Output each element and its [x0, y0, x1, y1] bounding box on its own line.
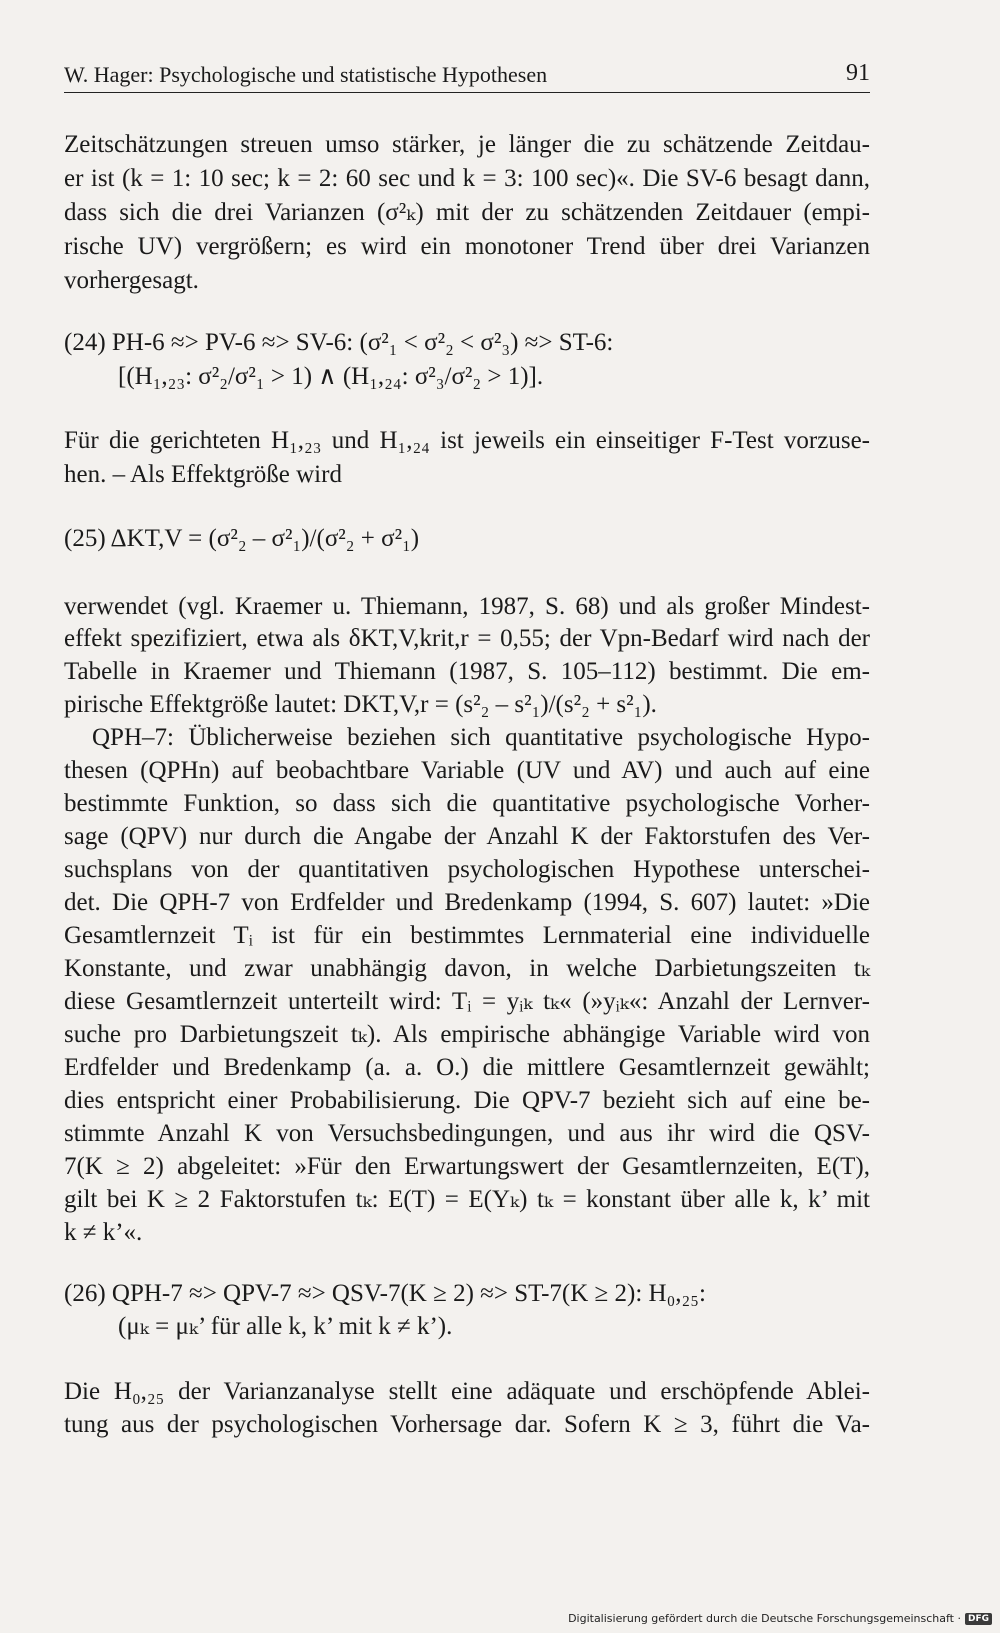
equation-25: (25) ΔKT,V = (σ²₂ – σ²₁)/(σ²₂ + σ²₁) — [64, 525, 420, 552]
text-line: tung aus der psychologischen Vorhersage dar. Sofern K ≥ 3, führt die Va- — [64, 1411, 870, 1438]
text-line: Zeitschätzungen streuen umso stärker, je länger die zu schätzende Zeitdau- — [64, 131, 870, 158]
equation-26-line-1: (26) QPH-7 ≈> QPV-7 ≈> QSV-7(K ≥ 2) ≈> ST-7(K ≥ 2): H₀,₂₅: — [64, 1280, 706, 1307]
text-line: Für die gerichteten H₁,₂₃ und H₁,₂₄ ist jeweils ein einseitiger F-Test vorzuse- — [64, 427, 870, 454]
equation-26-line-2: (μₖ = μₖ’ für alle k, k’ mit k ≠ k’). — [118, 1313, 453, 1340]
text-line: Tabelle in Kraemer und Thiemann (1987, S. 105–112) bestimmt. Die em- — [64, 658, 870, 685]
page-number: 91 — [846, 60, 870, 86]
text-line: suchsplans von der quantitativen psychologischen Hypothese unterschei- — [64, 856, 870, 883]
running-header — [64, 60, 870, 93]
text-line: QPH–7: Üblicherweise beziehen sich quantitative psychologische Hypo- — [92, 724, 870, 751]
text-line: diese Gesamtlernzeit unterteilt wird: Tᵢ = yᵢₖ tₖ« (»yᵢₖ«: Anzahl der Lernver- — [64, 988, 870, 1015]
text-line: suche pro Darbietungszeit tₖ). Als empirische abhängige Variable wird von — [64, 1021, 870, 1048]
text-line: Die H₀,₂₅ der Varianzanalyse stellt eine adäquate und erschöpfende Ablei- — [64, 1378, 870, 1405]
equation-24-line-1: (24) PH-6 ≈> PV-6 ≈> SV-6: (σ²₁ < σ²₂ < σ²₃) ≈> ST-6: — [64, 329, 614, 356]
dfg-logo: DFG — [965, 1613, 992, 1625]
text-line: Konstante, und zwar unabhängig davon, in welche Darbietungszeiten tₖ — [64, 955, 870, 982]
text-line: dies entspricht einer Probabilisierung. Die QPV-7 bezieht sich auf eine be- — [64, 1087, 870, 1114]
text-line: thesen (QPHn) auf beobachtbare Variable (UV und AV) und auch auf eine — [64, 757, 870, 784]
text-line: sage (QPV) nur durch die Angabe der Anzahl K der Faktorstufen des Ver- — [64, 823, 870, 850]
text-line: det. Die QPH-7 von Erdfelder und Bredenkamp (1994, S. 607) lautet: »Die — [64, 889, 870, 916]
text-line: vorhergesagt. — [64, 267, 199, 294]
text-line: verwendet (vgl. Kraemer u. Thiemann, 1987, S. 68) und als großer Mindest- — [64, 593, 870, 620]
text-line: gilt bei K ≥ 2 Faktorstufen tₖ: E(T) = E(Yₖ) tₖ = konstant über alle k, k’ mit — [64, 1186, 870, 1213]
running-title: W. Hager: Psychologische und statistische Hypothesen — [64, 62, 548, 87]
digitization-footer — [568, 1612, 992, 1625]
text-line: rische UV) vergrößern; es wird ein monotoner Trend über drei Varianzen — [64, 233, 870, 260]
text-line: Erdfelder und Bredenkamp (a. a. O.) die mittlere Gesamtlernzeit gewählt; — [64, 1054, 870, 1081]
text-line: hen. – Als Effektgröße wird — [64, 461, 342, 488]
text-line: k ≠ k’«. — [64, 1219, 143, 1246]
text-line: stimmte Anzahl K von Versuchsbedingungen, und aus ihr wird die QSV- — [64, 1120, 870, 1147]
footer-text: Digitalisierung gefördert durch die Deutsche Forschungsgemeinschaft · — [568, 1612, 961, 1625]
text-line: Gesamtlernzeit Tᵢ ist für ein bestimmtes Lernmaterial eine individuelle — [64, 922, 870, 949]
text-line: er ist (k = 1: 10 sec; k = 2: 60 sec und k = 3: 100 sec)«. Die SV-6 besagt dann, — [64, 165, 870, 192]
text-line: effekt spezifiziert, etwa als δKT,V,krit,r = 0,55; der Vpn-Bedarf wird nach der — [64, 625, 870, 652]
text-line: 7(K ≥ 2) abgeleitet: »Für den Erwartungswert der Gesamtlernzeiten, E(T), — [64, 1153, 870, 1180]
text-line: pirische Effektgröße lautet: DKT,V,r = (s²₂ – s²₁)/(s²₂ + s²₁). — [64, 691, 657, 718]
equation-24-line-2: [(H₁,₂₃: σ²₂/σ²₁ > 1) ∧ (H₁,₂₄: σ²₃/σ²₂ > 1)]. — [118, 363, 544, 390]
text-line: dass sich die drei Varianzen (σ²ₖ) mit der zu schätzenden Zeitdauer (empi- — [64, 199, 870, 226]
text-line: bestimmte Funktion, so dass sich die quantitative psychologische Vorher- — [64, 790, 870, 817]
